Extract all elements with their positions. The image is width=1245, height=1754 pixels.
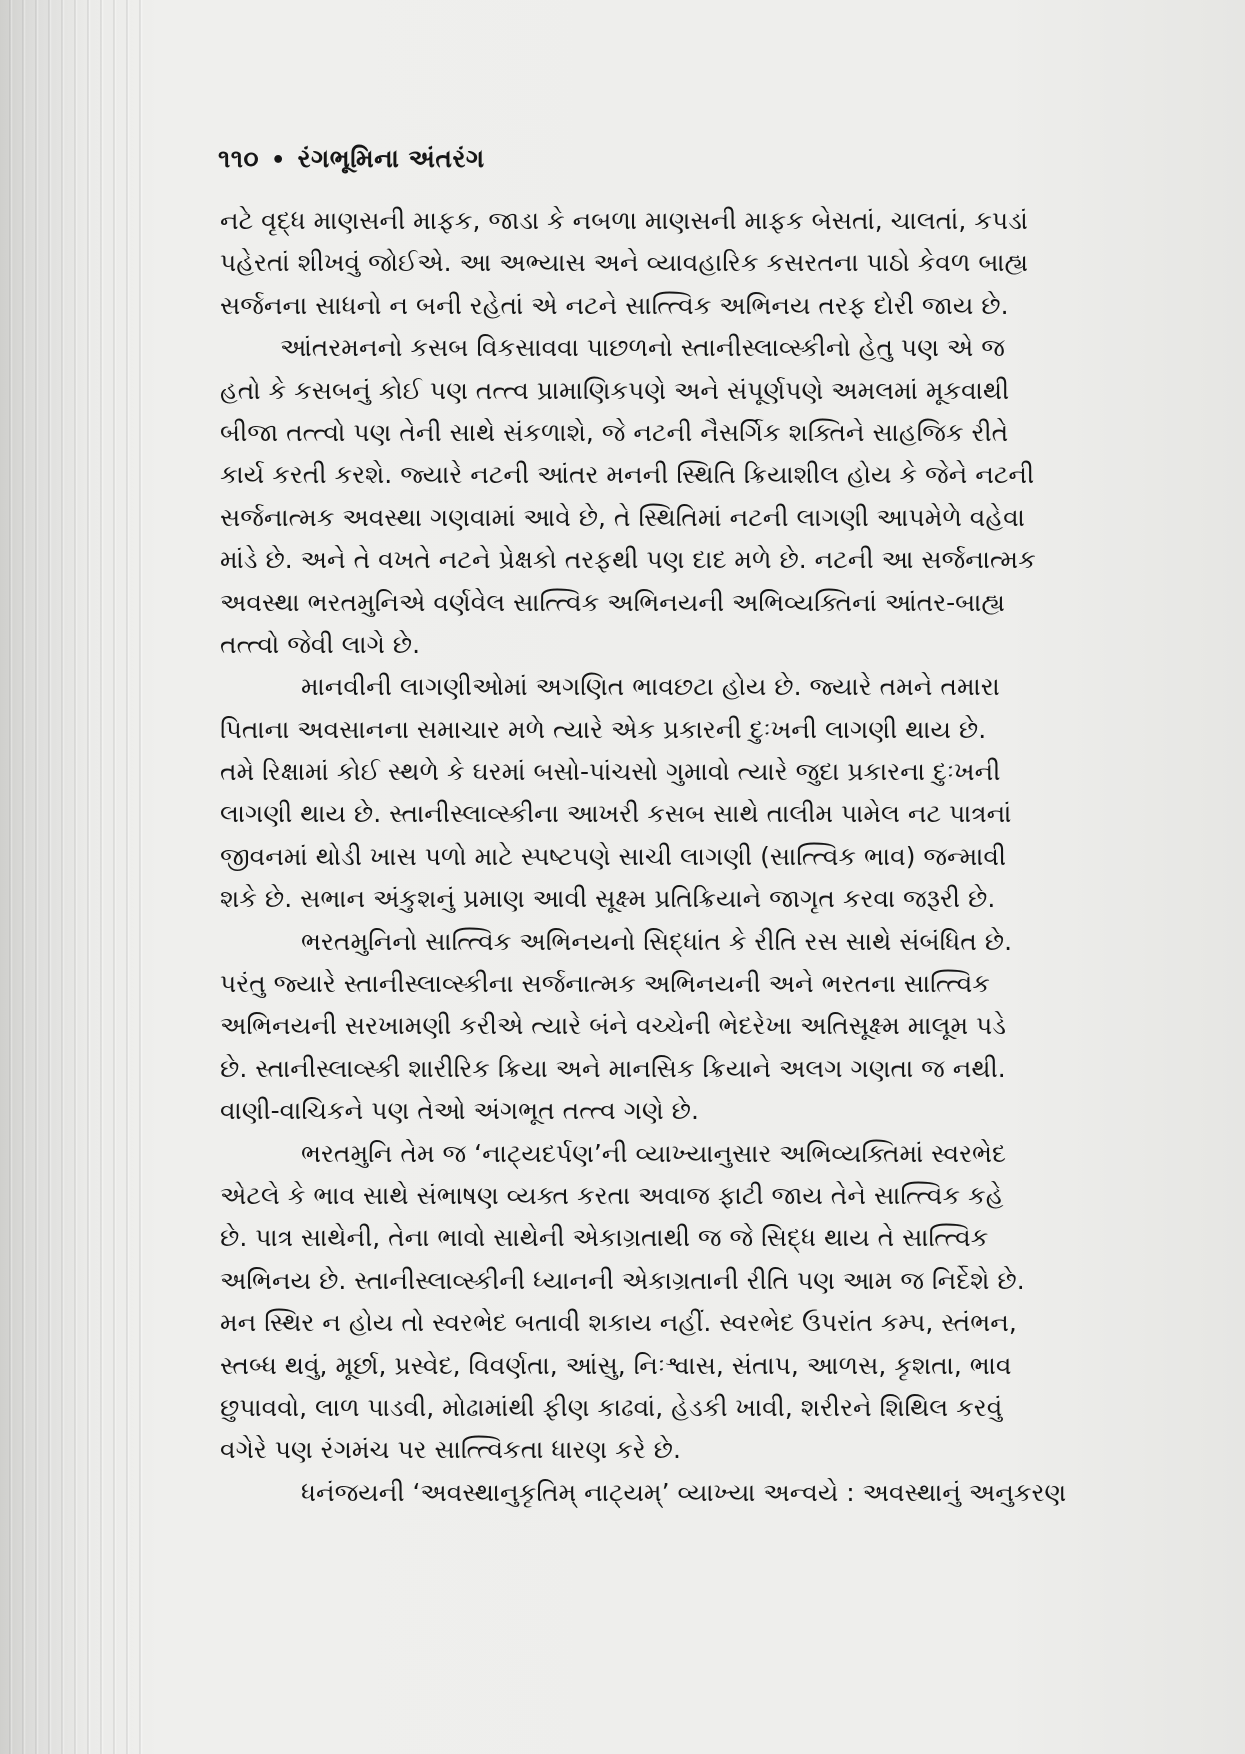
text-line: અવસ્થા ભરતમુનિએ વર્ણવેલ સાત્ત્વિક અભિનયની અભિવ્યક્તિનાં આંતર-બાહ્ય (220, 587, 1005, 617)
text-line: પિતાના અવસાનના સમાચાર મળે ત્યારે એક પ્રકારની દુઃખની લાગણી થાય છે. (220, 714, 987, 744)
text-line: ભરતમુનિનો સાત્ત્વિક અભિનયનો સિદ્ધાંત કે રીતિ રસ સાથે સંબંધિત છે. (301, 926, 1013, 956)
text-line: તમે રિક્ષામાં કોઈ સ્થળે કે ઘરમાં બસો-પાંચસો ગુમાવો ત્યારે જુદા પ્રકારના દુઃખની (220, 757, 1001, 787)
text-line: છે. સ્તાનીસ્લાવ્સ્કી શારીરિક ક્રિયા અને માનસિક ક્રિયાને અલગ ગણતા જ નથી. (220, 1053, 1006, 1083)
text-line: મન સ્થિર ન હોય તો સ્વરભેદ બતાવી શકાય નહીં. સ્વરભેદ ઉપરાંત કમ્પ, સ્તંભન, (220, 1308, 1017, 1338)
text-line: વગેરે પણ રંગમંચ પર સાત્ત્વિકતા ધારણ કરે છે. (220, 1435, 681, 1465)
page-number: ૧૧૦ (218, 144, 260, 173)
text-line: સર્જનના સાધનો ન બની રહેતાં એ નટને સાત્ત્વિક અભિનય તરફ દોરી જાય છે. (220, 290, 1009, 320)
text-line: લાગણી થાય છે. સ્તાનીસ્લાવ્સ્કીના આખરી કસબ સાથે તાલીમ પામેલ નટ પાત્રનાં (220, 799, 1012, 829)
text-line: સર્જનાત્મક અવસ્થા ગણવામાં આવે છે, તે સ્થિતિમાં નટની લાગણી આપમેળે વહેવા (220, 502, 1025, 532)
body-text (220, 200, 1125, 1514)
text-line: માનવીની લાગણીઓમાં અગણિત ભાવછટા હોય છે. જ્યારે તમને તમારા (301, 672, 1000, 702)
text-line: આંતરમનનો કસબ વિકસાવવા પાછળનો સ્તાનીસ્લાવ્સ્કીનો હેતુ પણ એ જ (280, 333, 1005, 363)
page-edges (0, 0, 150, 1754)
text-line: નટે વૃદ્ધ માણસની માફક, જાડા કે નબળા માણસની માફક બેસતાં, ચાલતાં, કપડાં (220, 206, 1028, 235)
text-line: કાર્ય કરતી કરશે. જ્યારે નટની આંતર મનની સ્થિતિ ક્રિયાશીલ હોય કે જેને નટની (220, 460, 1035, 490)
running-header (218, 144, 485, 174)
text-line: પરંતુ જ્યારે સ્તાનીસ્લાવ્સ્કીના સર્જનાત્મક અભિનયની અને ભરતના સાત્ત્વિક (220, 969, 990, 999)
text-line: છે. પાત્ર સાથેની, તેના ભાવો સાથેની એકાગ્રતાથી જ જે સિદ્ધ થાય તે સાત્ત્વિક (220, 1223, 989, 1253)
book-title: રંગભૂમિના અંતરંગ (297, 144, 485, 173)
text-line: ધનંજયની ‘અવસ્થાનુકૃતિમ્ નાટ્યમ્’ વ્યાખ્યા અન્વયે : અવસ્થાનું અનુકરણ (301, 1477, 1067, 1507)
text-line: એટલે કે ભાવ સાથે સંભાષણ વ્યક્ત કરતા અવાજ ફાટી જાય તેને સાત્ત્વિક કહે (220, 1180, 1004, 1210)
text-line: શકે છે. સભાન અંકુશનું પ્રમાણ આવી સૂક્ષ્મ પ્રતિક્રિયાને જાગૃત કરવા જરૂરી છે. (220, 884, 996, 914)
text-line: તત્ત્વો જેવી લાગે છે. (220, 629, 421, 659)
text-line: અભિનયની સરખામણી કરીએ ત્યારે બંને વચ્ચેની ભેદરેખા અતિસૂક્ષ્મ માલૂમ પડે (220, 1011, 1006, 1041)
text-line: અભિનય છે. સ્તાનીસ્લાવ્સ્કીની ધ્યાનની એકાગ્રતાની રીતિ પણ આમ જ નિર્દેશે છે. (220, 1265, 1025, 1295)
header-separator: • (271, 148, 286, 173)
text-line: પહેરતાં શીખવું જોઈએ. આ અભ્યાસ અને વ્યાવહારિક કસરતના પાઠો કેવળ બાહ્ય (220, 248, 1029, 278)
text-line: સ્તબ્ધ થવું, મૂર્છા, પ્રસ્વેદ, વિવર્ણતા, આંસુ, નિઃશ્વાસ, સંતાપ, આળસ, કૃશતા, ભાવ (220, 1350, 1012, 1380)
text-line: ભરતમુનિ તેમ જ ‘નાટ્યદર્પણ’ની વ્યાખ્યાનુસાર અભિવ્યક્તિમાં સ્વરભેદ (301, 1138, 1007, 1168)
text-line: હતો કે કસબનું કોઈ પણ તત્ત્વ પ્રામાણિકપણે અને સંપૂર્ણપણે અમલમાં મૂકવાથી (220, 375, 1010, 405)
text-line: બીજા તત્ત્વો પણ તેની સાથે સંકળાશે, જે નટની નૈસર્ગિક શક્તિને સાહજિક રીતે (220, 417, 1009, 447)
text-line: જીવનમાં થોડી ખાસ પળો માટે સ્પષ્ટપણે સાચી લાગણી (સાત્ત્વિક ભાવ) જન્માવી (220, 841, 1007, 871)
text-line: માંડે છે. અને તે વખતે નટને પ્રેક્ષકો તરફથી પણ દાદ મળે છે. નટની આ સર્જનાત્મક (220, 545, 1036, 575)
text-line: છુપાવવો, લાળ પાડવી, મોઢામાંથી ફીણ કાઢવાં, હેડકી ખાવી, શરીરને શિથિલ કરવું (220, 1392, 1003, 1422)
text-line: વાણી-વાચિકને પણ તેઓ અંગભૂત તત્ત્વ ગણે છે. (220, 1096, 699, 1126)
